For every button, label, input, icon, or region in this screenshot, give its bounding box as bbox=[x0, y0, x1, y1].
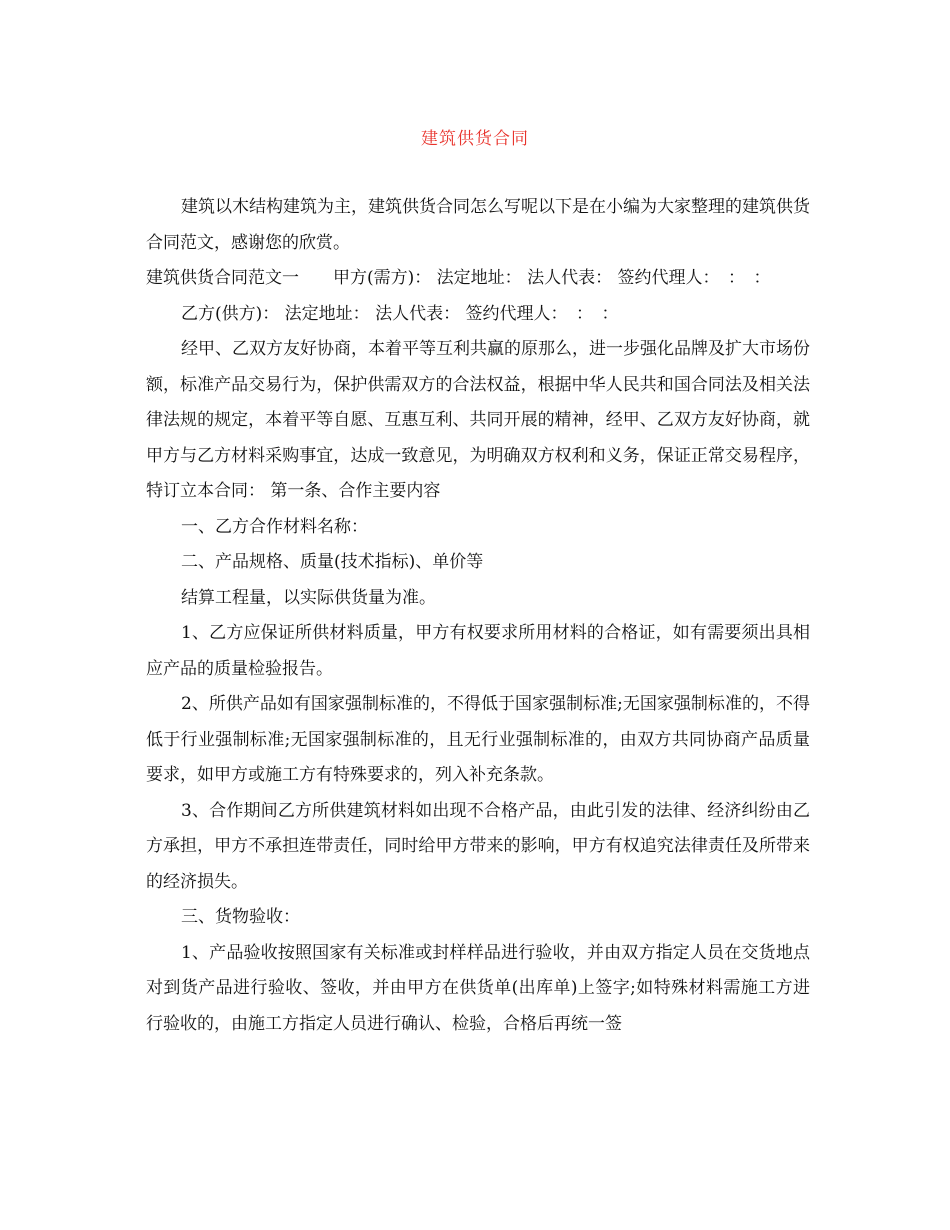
paragraph-settlement: 结算工程量，以实际供货量为准。 bbox=[181, 587, 436, 608]
document-title: 建筑供货合同 bbox=[421, 129, 529, 149]
clause-quality-2: 2、所供产品如有国家强制标准的，不得低于国家强制标准;无国家强制标准的，不得低于行业强制标准;无国家强制标准的，且无行业强制标准的，由双方共同协商产品质量要求，如甲方或施工方有特殊要求的，列入补充条款。 bbox=[146, 694, 810, 785]
clause-quality-1: 1、乙方应保证所供材料质量，甲方有权要求所用材料的合格证，如有需要须出具相应产品的质量检验报告。 bbox=[146, 623, 810, 679]
section-heading-1: 一、乙方合作材料名称： bbox=[181, 516, 368, 537]
paragraph-preamble: 经甲、乙双方友好协商，本着平等互利共赢的原那么，进一步强化品牌及扩大市场份额，标准产品交易行为，保护供需双方的合法权益，根据中华人民共和国合同法及相关法律法规的规定，本着平等自愿、互惠互利、共同开展的精神，经甲、乙双方友好协商，就甲方与乙方材料采购事宜，达成一致意见，为明确双方权利和义务，保证正常交易程序，特订立本合同： 第一条、合作主要内容 bbox=[146, 339, 810, 501]
paragraph-intro: 建筑以木结构建筑为主，建筑供货合同怎么写呢以下是在小编为大家整理的建筑供货合同范文，感谢您的欣赏。 bbox=[146, 197, 810, 253]
clause-quality-3: 3、合作期间乙方所供建筑材料如出现不合格产品，由此引发的法律、经济纠纷由乙方承担，甲方不承担连带责任，同时给甲方带来的影响，甲方有权追究法律责任及所带来的经济损失。 bbox=[146, 800, 810, 892]
document-body bbox=[146, 190, 810, 1042]
paragraph-party-b: 乙方(供方)： 法定地址： 法人代表： 签约代理人： ： ： bbox=[181, 303, 619, 324]
clause-acceptance-1: 1、产品验收按照国家有关标准或封样样品进行验收，并由双方指定人员在交货地点对到货产品进行验收、签收，并由甲方在供货单(出库单)上签字;如特殊材料需施工方进行验收的，由施工方指定人员进行确认、检验，合格后再统一签 bbox=[146, 942, 810, 1034]
section-heading-2: 二、产品规格、质量(技术指标)、单价等 bbox=[181, 552, 484, 572]
section-heading-3: 三、货物验收： bbox=[181, 907, 300, 927]
paragraph-party-a: 建筑供货合同范文一 甲方(需方)： 法定地址： 法人代表： 签约代理人： ： ： bbox=[146, 268, 771, 288]
